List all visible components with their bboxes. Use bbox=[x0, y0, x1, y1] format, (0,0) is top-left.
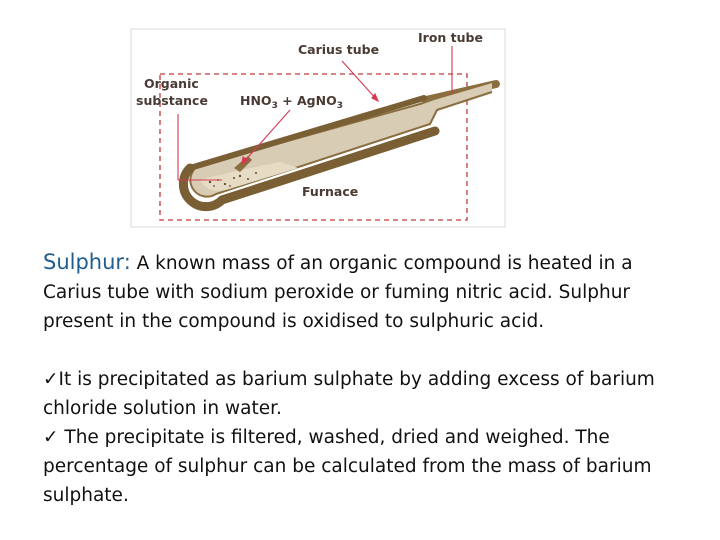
label-furnace: Furnace bbox=[302, 184, 359, 199]
step-filtration bbox=[43, 423, 683, 510]
check-icon: ✓ bbox=[43, 369, 59, 390]
label-carius-tube: Carius tube bbox=[298, 42, 380, 57]
label-iron-tube: Iron tube bbox=[418, 30, 483, 45]
reagent-agno3: + AgNO bbox=[277, 93, 337, 108]
sulphur-heading: Sulphur: bbox=[43, 250, 131, 274]
step-precipitation-text: It is precipitated as barium sulphate by adding excess of barium chloride solution in water. bbox=[43, 369, 655, 419]
check-icon: ✓ bbox=[43, 427, 59, 448]
reagent-sub-3b: 3 bbox=[336, 101, 343, 111]
diagram-svg bbox=[130, 28, 506, 228]
sulphur-paragraph bbox=[43, 248, 683, 336]
reagent-sub-3a: 3 bbox=[271, 101, 278, 111]
reagent-hno3: HNO bbox=[240, 93, 272, 108]
sulphur-description: A known mass of an organic compound is heated in a Carius tube with sodium peroxide or fuming nitric acid. Sulphur present in the compound is oxidised to sulphuric acid. bbox=[43, 253, 633, 332]
step-filtration-text: The precipitate is filtered, washed, dried and weighed. The percentage of sulphur can be calculated from the mass of barium sulphate. bbox=[43, 427, 652, 506]
step-precipitation bbox=[43, 365, 683, 423]
carius-tube-diagram bbox=[130, 28, 506, 228]
steps-block bbox=[43, 365, 683, 510]
label-organic: Organic bbox=[144, 76, 199, 91]
label-substance: substance bbox=[136, 93, 208, 108]
